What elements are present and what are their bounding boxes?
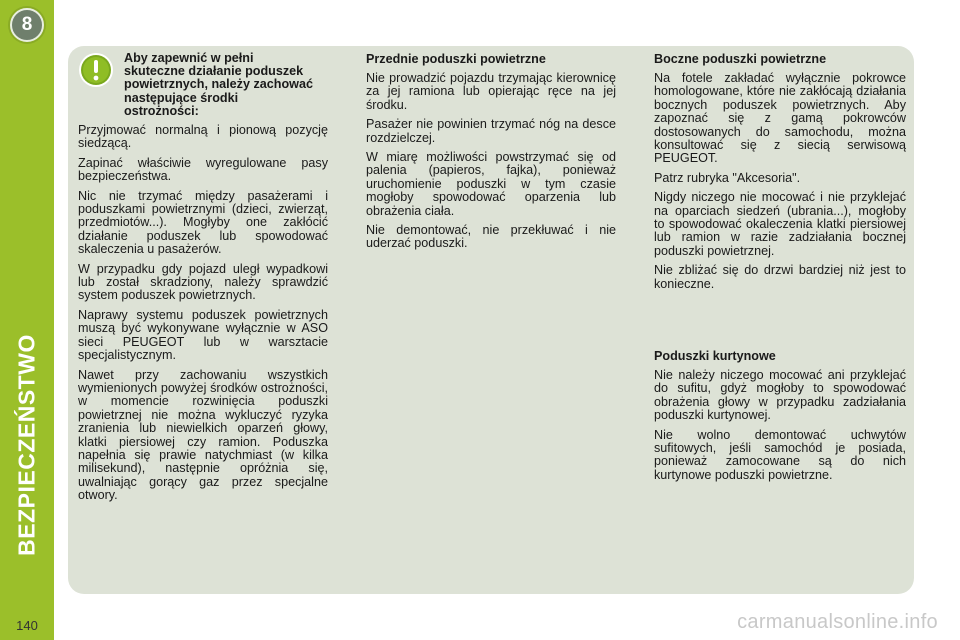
column-side-airbags <box>654 52 906 482</box>
paragraph: Patrz rubryka "Akcesoria". <box>654 170 801 185</box>
content-panel <box>68 46 914 594</box>
paragraph: Nie prowadzić pojazdu trzymając kierownicę za jej ramiona lub opierając ręce na jej środku. <box>366 71 616 112</box>
paragraph: Nie zbliżać się do drzwi bardziej niż jest to konieczne. <box>654 263 906 291</box>
paragraph: Na fotele zakładać wyłącznie pokrowce homologowane, które nie zakłócają działania bocznych poduszek powietrznych. Aby zapoznać się z gamą pokrowców dostosowanych do samochodu, można konsultować się z siecią serwisową PEUGEOT. <box>654 71 906 166</box>
curtain-airbags-section <box>654 349 906 488</box>
paragraph: Zapinać właściwie wyregulowane pasy bezpieczeństwa. <box>78 155 328 184</box>
warning-title: Aby zapewnić w pełni skuteczne działanie poduszek powietrznych, należy zachować następujące środki ostrożności: <box>124 51 313 118</box>
chapter-title: BEZPIECZEŃSTWO <box>13 334 40 556</box>
chapter-sidebar <box>0 0 54 640</box>
paragraph: Nie demontować, nie przekłuwać i nie uderzać poduszki. <box>366 223 616 251</box>
paragraph: Nawet przy zachowaniu wszystkich wymienionych powyżej środków ostrożności, w momencie rozwinięcia poduszki powietrznej nie można wykluczyć ryzyka zranienia lub niewielkich oparzeń głowy, klatki piersiowej czy ramion. Poduszka napełnia się prawie natychmiast (w kilka milisekund), następnie opróżnia się, uwalniając gorący gaz przez specjalne otwory. <box>78 367 328 503</box>
paragraph: W miarę możliwości powstrzymać się od palenia (papieros, fajka), ponieważ uruchomienie poduszki w tym czasie mogłoby spowodować oparzenia lub obrażenia ciała. <box>366 150 616 218</box>
chapter-number-badge: 8 <box>10 8 44 42</box>
warning-icon <box>78 52 114 88</box>
paragraph: Nigdy niczego nie mocować i nie przyklejać na oparciach siedzeń (ubrania...), mogłoby to spowodować okaleczenia klatki piersiowej lub ramion w razie zadziałania bocznej poduszki powietrznej. <box>654 190 906 258</box>
paragraph: Naprawy systemu poduszek powietrznych muszą być wykonywane wyłącznie w ASO sieci PEUGEOT lub w warsztacie specjalistycznym. <box>78 307 328 363</box>
section-heading: Poduszki kurtynowe <box>654 349 776 363</box>
warning-header <box>78 52 328 118</box>
section-heading: Boczne poduszki powietrzne <box>654 52 827 66</box>
column-front-airbags <box>366 52 616 257</box>
paragraph: Nie wolno demontować uchwytów sufitowych, jeśli samochód je posiada, ponieważ zamocowane są do nich kurtynowe poduszki powietrzne. <box>654 427 906 482</box>
page-number: 140 <box>0 610 54 640</box>
paragraph: Pasażer nie powinien trzymać nóg na desce rozdzielczej. <box>366 117 616 145</box>
paragraph: W przypadku gdy pojazd uległ wypadkowi lub został skradziony, należy sprawdzić system poduszek powietrznych. <box>78 261 328 303</box>
section-heading: Przednie poduszki powietrzne <box>366 52 546 66</box>
paragraph: Nic nie trzymać między pasażerami i poduszkami powietrznymi (dzieci, zwierząt, przedmiotów...). Mogłyby one zakłócić działanie poduszek lub spowodować skaleczenia u pasażerów. <box>78 188 328 257</box>
watermark: carmanualsonline.info <box>737 611 938 633</box>
paragraph: Nie należy niczego mocować ani przyklejać do sufitu, gdyż mogłoby to spowodować obrażenia głowy w przypadku zadziałania poduszki kurtynowej. <box>654 368 906 423</box>
column-precautions <box>78 52 328 509</box>
paragraph: Przyjmować normalną i pionową pozycję siedzącą. <box>78 123 328 151</box>
